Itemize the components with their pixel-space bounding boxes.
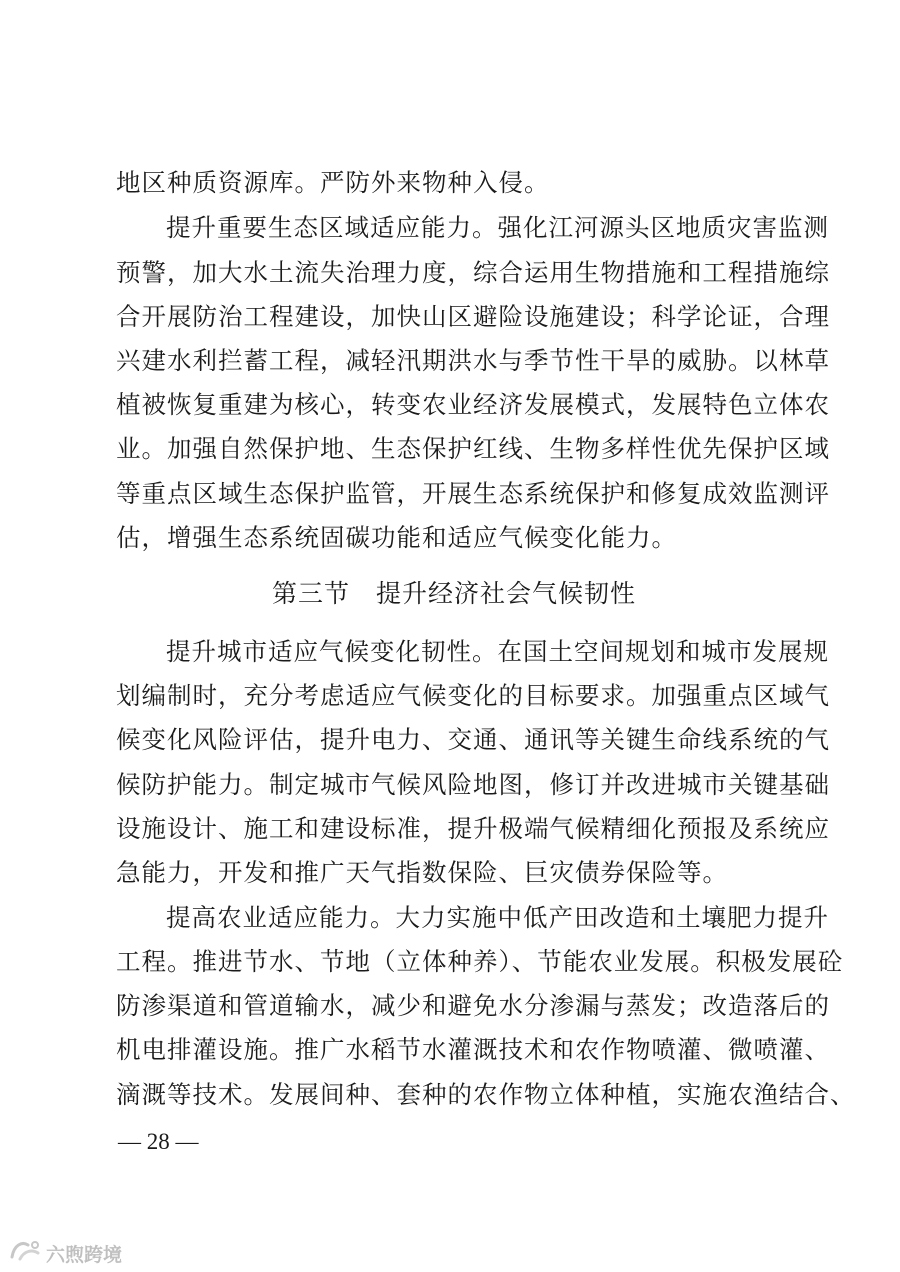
paragraph-line: 预警，加大水土流失治理力度，综合运用生物措施和工程措施综 bbox=[116, 258, 830, 287]
brand-logo-icon bbox=[8, 1239, 42, 1267]
paragraph-line: 合开展防治工程建设，加快山区避险设施建设；科学论证，合理 bbox=[116, 302, 830, 331]
paragraph-line: 提升城市适应气候变化韧性。在国土空间规划和城市发展规 bbox=[166, 637, 829, 666]
paragraph-line: 提升重要生态区域适应能力。强化江河源头区地质灾害监测 bbox=[166, 213, 829, 242]
watermark bbox=[8, 1238, 122, 1268]
paragraph-line: 地区种质资源库。严防外来物种入侵。 bbox=[116, 168, 550, 197]
paragraph-line: 候防护能力。制定城市气候风险地图，修订并改进城市关键基础 bbox=[116, 770, 830, 799]
paragraph-line: 工程。推进节水、节地（立体种养）、节能农业发展。积极发展砼 bbox=[116, 947, 844, 976]
paragraph-line: 候变化风险评估，提升电力、交通、通讯等关键生命线系统的气 bbox=[116, 725, 830, 754]
paragraph-line: 急能力，开发和推广天气指数保险、巨灾债券保险等。 bbox=[116, 858, 728, 887]
paragraph-line: 滴溉等技术。发展间种、套种的农作物立体种植，实施农渔结合、 bbox=[116, 1080, 856, 1109]
paragraph-line: 防渗渠道和管道输水，减少和避免水分渗漏与蒸发；改造落后的 bbox=[116, 991, 830, 1020]
page-number: — 28 — bbox=[118, 1129, 199, 1154]
section-heading: 第三节 提升经济社会气候韧性 bbox=[271, 579, 636, 608]
paragraph-line: 植被恢复重建为核心，转变农业经济发展模式，发展特色立体农 bbox=[116, 390, 830, 419]
paragraph-line: 机电排灌设施。推广水稻节水灌溉技术和农作物喷灌、微喷灌、 bbox=[116, 1035, 830, 1064]
paragraph-line: 等重点区域生态保护监管，开展生态系统保护和修复成效监测评 bbox=[116, 479, 830, 508]
watermark-text: 六煦跨境 bbox=[46, 1243, 123, 1266]
paragraph-line: 业。加强自然保护地、生态保护红线、生物多样性优先保护区域 bbox=[116, 434, 830, 463]
paragraph-line: 估，增强生态系统固碳功能和适应气候变化能力。 bbox=[116, 523, 677, 552]
paragraph-line: 兴建水利拦蓄工程，减轻汛期洪水与季节性干旱的威胁。以林草 bbox=[116, 346, 830, 375]
paragraph-line: 提高农业适应能力。大力实施中低产田改造和土壤肥力提升 bbox=[166, 903, 829, 932]
paragraph-line: 划编制时，充分考虑适应气候变化的目标要求。加强重点区域气 bbox=[116, 681, 830, 710]
paragraph-line: 设施设计、施工和建设标准，提升极端气候精细化预报及系统应 bbox=[116, 814, 830, 843]
